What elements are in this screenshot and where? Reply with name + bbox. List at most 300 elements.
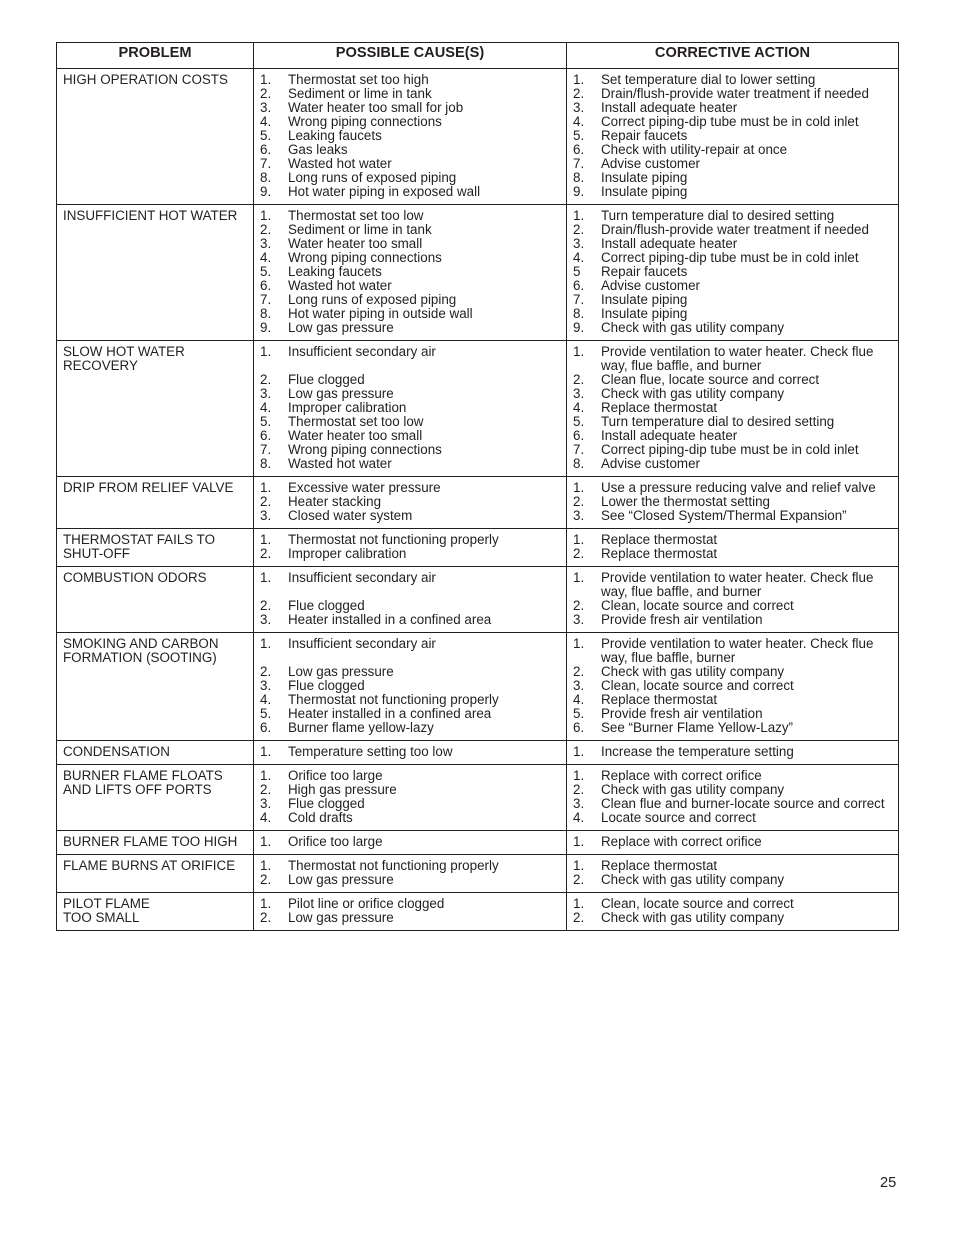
item-text: Insufficient secondary air (288, 344, 436, 359)
item-number: 1. (573, 834, 585, 849)
item-number: 2. (573, 782, 585, 797)
problem-cell (57, 855, 254, 893)
item-number: 5. (573, 414, 585, 429)
item-number: 6. (573, 428, 585, 443)
problem-text: COMBUSTION ODORS (63, 570, 207, 585)
action-item (573, 429, 894, 443)
action-item (573, 911, 894, 925)
action-item (573, 693, 894, 707)
item-text: Repair faucets (601, 264, 688, 279)
table-row (57, 341, 899, 477)
action-item (573, 115, 894, 129)
cause-item (260, 679, 562, 693)
problem-cell (57, 567, 254, 633)
item-text: Turn temperature dial to desired setting (601, 208, 835, 223)
item-number: 1. (260, 768, 272, 783)
item-number: 2. (260, 494, 272, 509)
problem-cell (57, 741, 254, 765)
action-item (573, 707, 894, 721)
item-number: 1. (573, 480, 585, 495)
item-text: Install adequate heater (601, 100, 738, 115)
problem-cell (57, 205, 254, 341)
problem-text: AND LIFTS OFF PORTS (63, 782, 212, 797)
item-number: 6. (260, 720, 272, 735)
actions-cell (567, 633, 899, 741)
item-text: Set temperature dial to lower setting (601, 72, 816, 87)
item-text: Leaking faucets (288, 264, 382, 279)
item-number: 5. (573, 706, 585, 721)
item-number: 9. (573, 184, 585, 199)
problem-cell (57, 831, 254, 855)
cause-item (260, 745, 562, 759)
item-text: Increase the temperature setting (601, 744, 794, 759)
item-number: 1. (260, 858, 272, 873)
item-text: Replace thermostat (601, 546, 718, 561)
table-row (57, 567, 899, 633)
item-number: 2. (573, 222, 585, 237)
actions-cell (567, 831, 899, 855)
problem-text: SMOKING AND CARBON (63, 636, 219, 651)
cause-item (260, 481, 562, 495)
action-item (573, 481, 894, 495)
item-text: Insulate piping (601, 306, 688, 321)
item-text: Provide fresh air ventilation (601, 612, 763, 627)
action-item (573, 373, 894, 387)
item-number: 3. (573, 796, 585, 811)
action-item (573, 637, 894, 665)
item-number: 7. (260, 156, 272, 171)
item-number: 6. (573, 720, 585, 735)
item-text: Provide ventilation to water heater. Check flue way, flue baffle, and burner (601, 570, 874, 599)
action-item (573, 209, 894, 223)
action-item (573, 797, 894, 811)
item-number: 8. (260, 456, 272, 471)
table-row (57, 831, 899, 855)
item-number: 1. (573, 636, 585, 651)
item-text: Gas leaks (288, 142, 348, 157)
cause-item (260, 307, 562, 321)
problem-text: SHUT-OFF (63, 546, 130, 561)
item-text: Closed water system (288, 508, 413, 523)
item-text: Replace thermostat (601, 692, 718, 707)
action-item (573, 251, 894, 265)
item-number: 2. (260, 222, 272, 237)
cause-item (260, 321, 562, 335)
item-number: 3. (260, 508, 272, 523)
item-number: 5. (260, 414, 272, 429)
item-number: 1. (260, 570, 272, 585)
causes-cell (254, 205, 567, 341)
cause-item (260, 115, 562, 129)
item-text: Advise customer (601, 156, 700, 171)
cause-item (260, 835, 562, 849)
item-text: Insufficient secondary air (288, 570, 436, 585)
cause-item (260, 637, 562, 651)
header-problem: PROBLEM (57, 43, 254, 69)
header-corrective-action: CORRECTIVE ACTION (567, 43, 899, 69)
item-number: 3. (260, 100, 272, 115)
action-item (573, 613, 894, 627)
action-item (573, 873, 894, 887)
item-text: Clean flue and burner-locate source and correct (601, 796, 885, 811)
item-number: 1. (573, 532, 585, 547)
item-text: Flue clogged (288, 796, 365, 811)
problem-text: BURNER FLAME FLOATS (63, 768, 223, 783)
table-body (57, 69, 899, 931)
item-text: Insulate piping (601, 184, 688, 199)
cause-item (260, 443, 562, 457)
item-text: Insulate piping (601, 170, 688, 185)
item-number: 1. (573, 570, 585, 585)
action-item (573, 293, 894, 307)
action-item (573, 571, 894, 599)
item-text: Replace thermostat (601, 400, 718, 415)
problem-text: FORMATION (SOOTING) (63, 650, 217, 665)
item-number: 4. (573, 692, 585, 707)
action-item (573, 401, 894, 415)
item-text: Provide fresh air ventilation (601, 706, 763, 721)
cause-item (260, 533, 562, 547)
page-number: 25 (880, 1175, 897, 1191)
item-number: 4. (260, 114, 272, 129)
table-row (57, 741, 899, 765)
cause-item (260, 693, 562, 707)
item-text: Insufficient secondary air (288, 636, 436, 651)
action-item (573, 679, 894, 693)
item-number: 7. (260, 442, 272, 457)
item-number: 1. (573, 72, 585, 87)
cause-item (260, 613, 562, 627)
item-number: 8. (573, 170, 585, 185)
actions-cell (567, 69, 899, 205)
item-number: 2. (573, 494, 585, 509)
item-number: 1. (260, 744, 272, 759)
item-number: 2. (573, 910, 585, 925)
actions-cell (567, 855, 899, 893)
item-number: 2. (260, 664, 272, 679)
action-item (573, 859, 894, 873)
causes-cell (254, 855, 567, 893)
table-row (57, 893, 899, 931)
item-text: Check with gas utility company (601, 782, 785, 797)
action-item (573, 143, 894, 157)
item-text: Long runs of exposed piping (288, 170, 457, 185)
item-text: Wrong piping connections (288, 250, 442, 265)
problem-cell (57, 765, 254, 831)
problem-cell (57, 341, 254, 477)
item-number: 3. (573, 612, 585, 627)
item-number: 2. (573, 598, 585, 613)
item-text: Clean, locate source and correct (601, 678, 794, 693)
item-number: 9. (573, 320, 585, 335)
item-number: 2. (260, 782, 272, 797)
action-item (573, 811, 894, 825)
item-text: Check with gas utility company (601, 664, 785, 679)
item-number: 2. (573, 86, 585, 101)
actions-cell (567, 529, 899, 567)
item-number: 1. (260, 480, 272, 495)
table-header-row (57, 43, 899, 69)
item-text: High gas pressure (288, 782, 397, 797)
item-number: 2. (260, 546, 272, 561)
cause-item (260, 457, 562, 471)
item-number: 1. (260, 208, 272, 223)
item-text: Low gas pressure (288, 386, 394, 401)
action-item (573, 279, 894, 293)
problem-text: PILOT FLAME (63, 896, 150, 911)
cause-item (260, 859, 562, 873)
cause-item (260, 387, 562, 401)
item-text: Cold drafts (288, 810, 353, 825)
item-text: Turn temperature dial to desired setting (601, 414, 835, 429)
cause-item (260, 873, 562, 887)
action-item (573, 321, 894, 335)
table-row (57, 529, 899, 567)
item-number: 8. (573, 456, 585, 471)
item-number: 1. (573, 858, 585, 873)
item-number: 3. (260, 386, 272, 401)
item-text: Clean, locate source and correct (601, 598, 794, 613)
item-text: Drain/flush-provide water treatment if needed (601, 222, 869, 237)
action-item (573, 745, 894, 759)
item-text: Sediment or lime in tank (288, 222, 432, 237)
item-text: Wasted hot water (288, 456, 392, 471)
cause-item (260, 571, 562, 585)
item-number: 6. (573, 278, 585, 293)
item-text: Check with utility-repair at once (601, 142, 788, 157)
causes-cell (254, 529, 567, 567)
item-text: Insulate piping (601, 292, 688, 307)
causes-cell (254, 341, 567, 477)
cause-item (260, 429, 562, 443)
action-item (573, 171, 894, 185)
action-item (573, 599, 894, 613)
action-item (573, 443, 894, 457)
actions-cell (567, 741, 899, 765)
action-item (573, 87, 894, 101)
action-item (573, 721, 894, 735)
item-text: Use a pressure reducing valve and relief valve (601, 480, 876, 495)
item-text: Repair faucets (601, 128, 688, 143)
item-number: 5. (573, 128, 585, 143)
item-number: 1. (573, 208, 585, 223)
item-number: 4. (573, 114, 585, 129)
cause-item (260, 185, 562, 199)
action-item (573, 769, 894, 783)
actions-cell (567, 477, 899, 529)
troubleshooting-table (56, 42, 899, 931)
item-number: 2. (573, 664, 585, 679)
cause-item (260, 495, 562, 509)
item-text: Heater stacking (288, 494, 382, 509)
item-number: 2. (260, 872, 272, 887)
cause-item (260, 373, 562, 387)
item-number: 2. (573, 546, 585, 561)
problem-cell (57, 69, 254, 205)
item-text: Water heater too small (288, 236, 423, 251)
causes-cell (254, 893, 567, 931)
item-text: Improper calibration (288, 400, 407, 415)
item-number: 1. (573, 744, 585, 759)
problem-cell (57, 633, 254, 741)
item-number: 3. (573, 386, 585, 401)
item-text: Check with gas utility company (601, 320, 785, 335)
item-text: Pilot line or orifice clogged (288, 896, 445, 911)
item-text: Thermostat set too low (288, 208, 424, 223)
item-text: Correct piping-dip tube must be in cold inlet (601, 442, 859, 457)
item-text: Drain/flush-provide water treatment if needed (601, 86, 869, 101)
item-number: 1. (573, 896, 585, 911)
problem-text: BURNER FLAME TOO HIGH (63, 834, 238, 849)
action-item (573, 509, 894, 523)
cause-item (260, 811, 562, 825)
cause-item (260, 209, 562, 223)
item-text: Thermostat not functioning properly (288, 858, 499, 873)
causes-cell (254, 567, 567, 633)
action-item (573, 73, 894, 87)
problem-cell (57, 477, 254, 529)
item-text: Leaking faucets (288, 128, 382, 143)
action-item (573, 157, 894, 171)
cause-item (260, 279, 562, 293)
cause-item (260, 707, 562, 721)
problem-text: TOO SMALL (63, 910, 140, 925)
actions-cell (567, 765, 899, 831)
item-number: 6. (573, 142, 585, 157)
actions-cell (567, 893, 899, 931)
causes-cell (254, 831, 567, 855)
item-number: 3. (573, 236, 585, 251)
item-text: Heater installed in a confined area (288, 706, 492, 721)
item-text: Excessive water pressure (288, 480, 441, 495)
causes-cell (254, 741, 567, 765)
item-text: Replace with correct orifice (601, 768, 762, 783)
item-text: Install adequate heater (601, 428, 738, 443)
action-item (573, 457, 894, 471)
item-text: Sediment or lime in tank (288, 86, 432, 101)
item-number: 2. (573, 372, 585, 387)
action-item (573, 265, 894, 279)
item-text: Wrong piping connections (288, 114, 442, 129)
item-text: Improper calibration (288, 546, 407, 561)
item-text: Water heater too small (288, 428, 423, 443)
header-possible-causes: POSSIBLE CAUSE(S) (254, 43, 567, 69)
action-item (573, 387, 894, 401)
item-text: Flue clogged (288, 372, 365, 387)
action-item (573, 547, 894, 561)
item-text: Orifice too large (288, 768, 383, 783)
item-number: 6. (260, 278, 272, 293)
item-text: Clean, locate source and correct (601, 896, 794, 911)
item-number: 1. (260, 896, 272, 911)
cause-item (260, 401, 562, 415)
cause-item (260, 797, 562, 811)
item-number: 3. (260, 796, 272, 811)
item-number: 1. (573, 768, 585, 783)
item-number: 3. (573, 100, 585, 115)
cause-item (260, 911, 562, 925)
table-row (57, 855, 899, 893)
item-text: Flue clogged (288, 598, 365, 613)
item-text: Correct piping-dip tube must be in cold inlet (601, 250, 859, 265)
cause-item (260, 101, 562, 115)
item-number: 8. (260, 170, 272, 185)
item-text: Advise customer (601, 456, 700, 471)
problem-text: DRIP FROM RELIEF VALVE (63, 480, 234, 495)
item-number: 3. (260, 236, 272, 251)
item-number: 5. (260, 128, 272, 143)
cause-item (260, 547, 562, 561)
item-number: 2. (260, 910, 272, 925)
problem-text: FLAME BURNS AT ORIFICE (63, 858, 236, 873)
item-number: 3. (260, 678, 272, 693)
actions-cell (567, 567, 899, 633)
action-item (573, 415, 894, 429)
cause-item (260, 157, 562, 171)
item-number: 4. (260, 810, 272, 825)
cause-item (260, 509, 562, 523)
item-text: Low gas pressure (288, 320, 394, 335)
problem-cell (57, 893, 254, 931)
item-number: 6. (260, 428, 272, 443)
item-text: Thermostat set too high (288, 72, 429, 87)
item-number: 9. (260, 320, 272, 335)
item-number: 5. (260, 264, 272, 279)
item-text: Advise customer (601, 278, 700, 293)
cause-item (260, 415, 562, 429)
table-row (57, 633, 899, 741)
item-text: Burner flame yellow-lazy (288, 720, 434, 735)
problem-text: HIGH OPERATION COSTS (63, 72, 228, 87)
item-number: 7. (573, 156, 585, 171)
item-text: Check with gas utility company (601, 910, 785, 925)
cause-item (260, 599, 562, 613)
item-text: Replace thermostat (601, 532, 718, 547)
item-number: 7. (573, 292, 585, 307)
item-text: Replace thermostat (601, 858, 718, 873)
cause-item (260, 265, 562, 279)
action-item (573, 101, 894, 115)
item-text: Wrong piping connections (288, 442, 442, 457)
item-number: 2. (260, 372, 272, 387)
item-number: 3. (573, 678, 585, 693)
item-number: 8. (260, 306, 272, 321)
cause-item (260, 129, 562, 143)
item-number: 5 (573, 264, 581, 279)
item-number: 5. (260, 706, 272, 721)
item-number: 4. (260, 692, 272, 707)
cause-item (260, 345, 562, 359)
item-text: Check with gas utility company (601, 872, 785, 887)
action-item (573, 665, 894, 679)
actions-cell (567, 341, 899, 477)
item-number: 4. (260, 250, 272, 265)
causes-cell (254, 69, 567, 205)
table-row (57, 477, 899, 529)
item-number: 1. (260, 834, 272, 849)
cause-item (260, 251, 562, 265)
item-text: Wasted hot water (288, 156, 392, 171)
item-text: Temperature setting too low (288, 744, 453, 759)
item-number: 4. (573, 810, 585, 825)
cause-item (260, 87, 562, 101)
actions-cell (567, 205, 899, 341)
item-text: Lower the thermostat setting (601, 494, 770, 509)
item-number: 3. (573, 508, 585, 523)
item-number: 2. (573, 872, 585, 887)
item-number: 7. (260, 292, 272, 307)
table-row (57, 69, 899, 205)
